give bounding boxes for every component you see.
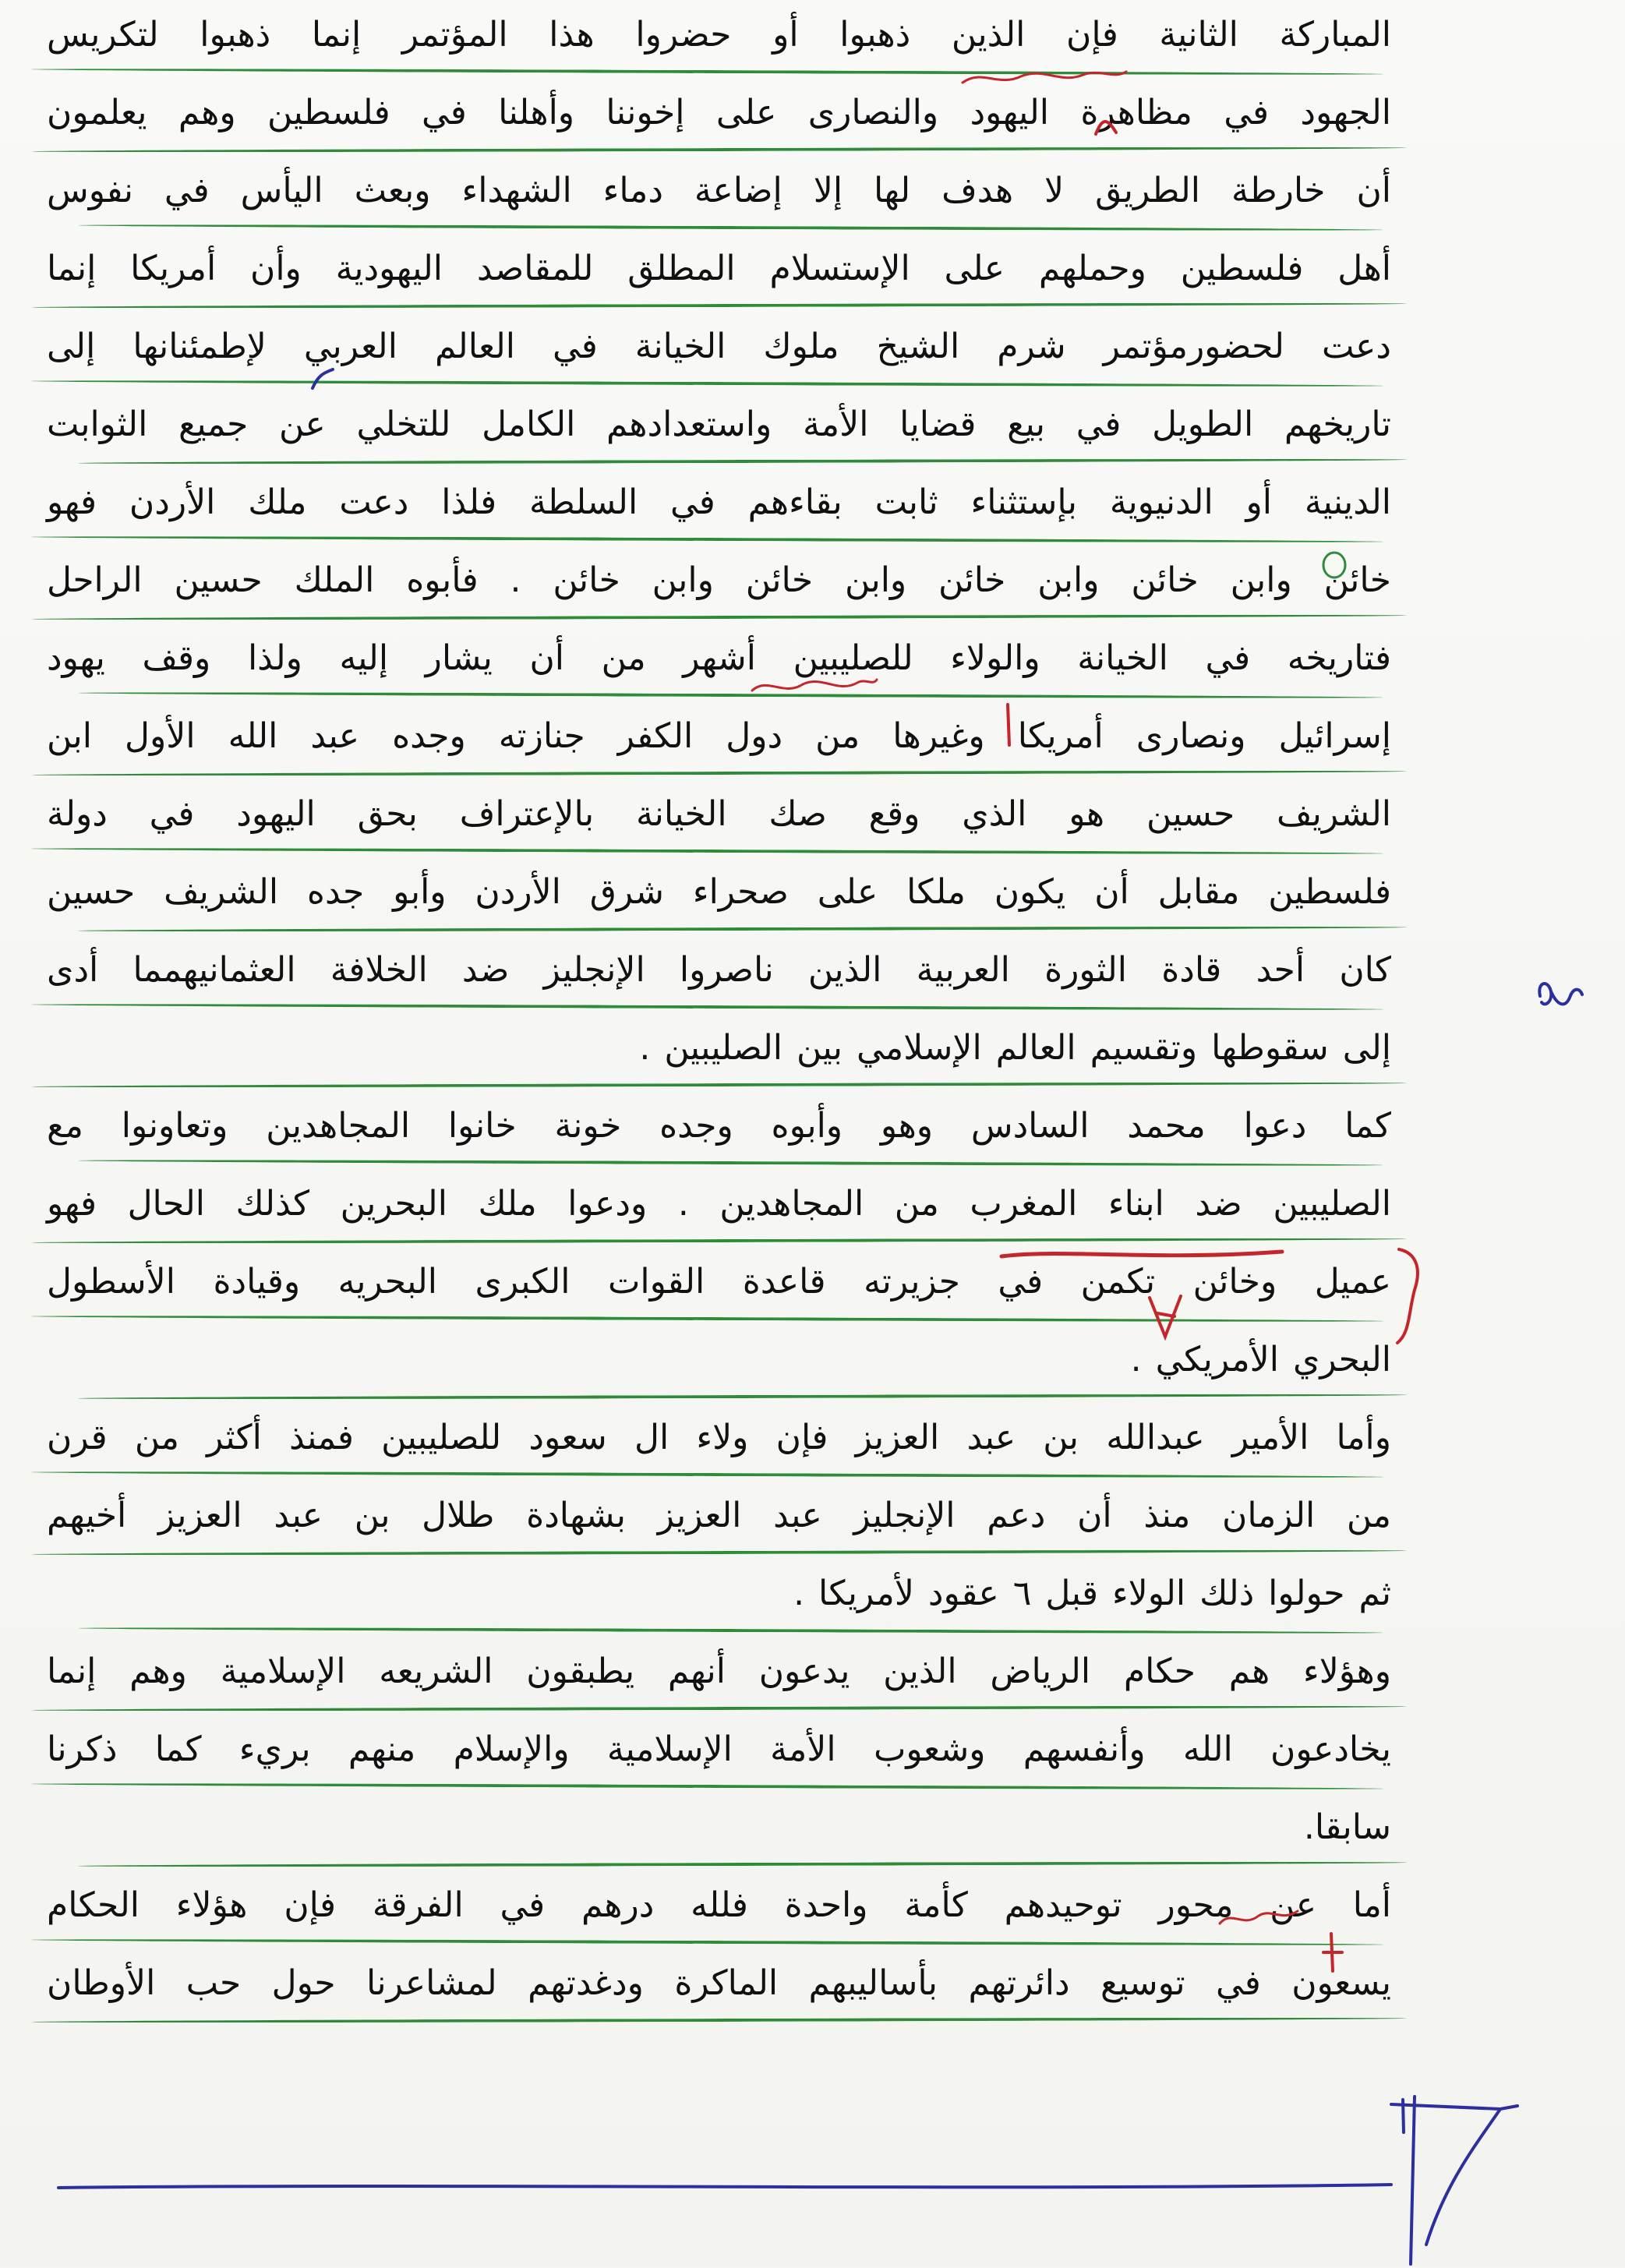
line-text: الصليبين ضد ابناء المغرب من المجاهدين . ودعوا ملك البحرين كذلك الحال فهو: [47, 1184, 1391, 1224]
text-line: [47, 0, 1391, 78]
line-text: يسعون في توسيع دائرتهم بأساليبهم الماكرة ودغدتهم لمشاعرنا حول حب الأوطان: [47, 1963, 1391, 2003]
text-line: [47, 857, 1391, 935]
green-underline-rule: [78, 458, 1407, 465]
green-underline-rule: [31, 147, 1407, 154]
text-line: [47, 546, 1391, 624]
line-text: إلى سقوطها وتقسيم العالم الإسلامي بين الصليبين .: [639, 1028, 1391, 1068]
margin-blue-scribble-icon: [1534, 974, 1588, 1013]
line-text: عميل وخائن تكمن في جزيرته قاعدة القوات الكبرى البحريه وقيادة الأسطول: [47, 1262, 1391, 1302]
text-line: [47, 1169, 1391, 1247]
text-line: [47, 1013, 1391, 1091]
green-underline-rule: [31, 1003, 1383, 1011]
green-underline-rule: [31, 1471, 1383, 1478]
red-handwritten-note-icon: [748, 670, 881, 701]
text-line: [47, 1715, 1391, 1793]
line-text: الدينية أو الدنيوية بإستثناء ثابت بقاءهم في السلطة فلذا دعت ملك الأردن فهو: [47, 482, 1391, 522]
text-line: [47, 624, 1391, 701]
pen-caret-mark-icon: [1142, 1290, 1189, 1344]
line-text: من الزمان منذ أن دعم الإنجليز عبد العزيز بشهادة طلال بن عبد العزيز أخيهم: [47, 1496, 1391, 1535]
green-underline-rule: [31, 1782, 1383, 1790]
text-line: [47, 1481, 1391, 1559]
line-text: يخادعون الله وأنفسهم وشعوب الأمة الإسلامية والإسلام منهم بريء كما ذكرنا: [47, 1729, 1391, 1769]
line-text: خائن وابن خائن وابن خائن وابن خائن وابن خائن . فأبوه الملك حسين الراحل: [47, 560, 1391, 600]
line-text: كان أحد قادة الثورة العربية الذين ناصروا الإنجليز ضد الخلافة العثمانيهمما أدى: [47, 950, 1391, 990]
red-underline-strike-icon: [998, 1241, 1286, 1264]
text-line: [47, 1559, 1391, 1637]
green-underline-rule: [31, 1549, 1407, 1556]
green-underline-rule: [78, 1627, 1383, 1634]
line-text: الشريف حسين هو الذي وقع صك الخيانة بالإعتراف بحق اليهود في دولة: [47, 794, 1391, 834]
text-line: [47, 935, 1391, 1013]
line-text: البحري الأمريكي .: [1130, 1340, 1391, 1380]
pen-caret-mark-icon: [1317, 1929, 1348, 1976]
text-line: [47, 1637, 1391, 1715]
text-line: [47, 1403, 1391, 1481]
line-text: أن خارطة الطريق لا هدف لها إلا إضاعة دماء الشهداء وبعث اليأس في نفوس: [47, 171, 1391, 210]
pen-caret-mark-icon: [1391, 2097, 1415, 2136]
green-underline-rule: [31, 1082, 1407, 1089]
line-text: تاريخهم الطويل في بيع قضايا الأمة واستعدادهم الكامل للتخلي عن جميع الثوابت: [47, 404, 1391, 444]
pen-caret-mark-icon: [308, 365, 339, 396]
green-underline-rule: [78, 1861, 1407, 1867]
green-underline-rule: [31, 68, 1383, 76]
green-underline-rule: [31, 614, 1407, 621]
document-body: [47, 0, 1391, 2026]
text-line: [47, 1793, 1391, 1871]
pen-caret-mark-icon: [1091, 111, 1122, 142]
red-handwritten-note-icon: [1216, 1902, 1302, 1933]
green-underline-rule: [78, 691, 1383, 699]
red-handwritten-note-icon: [959, 61, 1130, 92]
text-line: [47, 701, 1391, 779]
line-text: فتاريخه في الخيانة والولاء للصليبين أشهر من أن يشار إليه ولذا وقف يهود: [47, 638, 1391, 678]
green-underline-rule: [31, 847, 1383, 855]
text-line: [47, 1325, 1391, 1403]
text-line: [47, 390, 1391, 468]
line-text: وأما الأمير عبدالله بن عبد العزيز فإن ولاء ال سعود للصليبين فمنذ أكثر من قرن: [47, 1418, 1391, 1457]
green-underline-rule: [31, 1705, 1407, 1712]
line-text: إسرائيل ونصارى أمريكا وغيرها من دول الكفر جنازته وجده عبد الله الأول ابن: [47, 716, 1391, 756]
line-text: كما دعوا محمد السادس وهو وأبوه وجده خونة خانوا المجاهدين وتعاونوا مع: [47, 1106, 1391, 1146]
green-underline-rule: [31, 1938, 1383, 1946]
green-underline-rule: [78, 224, 1383, 231]
text-line: [47, 312, 1391, 390]
green-underline-rule: [31, 2017, 1407, 2024]
line-text: وهؤلاء هم حكام الرياض الذين يدعون أنهم يطبقون الشريعه الإسلامية وهم إنما: [47, 1652, 1391, 1691]
text-line: [47, 1871, 1391, 1948]
green-underline-rule: [31, 535, 1383, 543]
line-text: المباركة الثانية فإن الذين ذهبوا أو حضروا هذا المؤتمر إنما ذهبوا لتكريس: [47, 15, 1391, 55]
text-line: [47, 234, 1391, 312]
green-underline-rule: [31, 770, 1407, 777]
line-text: أما عن محور توحيدهم كأمة واحدة فلله درهم في الفرقة فإن هؤلاء الحكام: [47, 1885, 1391, 1925]
text-line: [47, 1948, 1391, 2026]
green-underline-rule: [78, 926, 1407, 932]
text-line: [47, 468, 1391, 546]
line-text: فلسطين مقابل أن يكون ملكا على صحراء شرق الأردن وأبو جده الشريف حسين: [47, 872, 1391, 912]
green-underline-rule: [31, 380, 1383, 387]
text-line: [47, 1091, 1391, 1169]
margin-red-bracket-icon: [1391, 1243, 1438, 1348]
line-text: ثم حولوا ذلك الولاء قبل ٦ عقود لأمريكا .: [793, 1574, 1391, 1613]
pen-circle-mark-icon: [1319, 549, 1350, 581]
text-line: [47, 156, 1391, 234]
pen-caret-mark-icon: [1001, 701, 1017, 748]
line-text: دعت لحضورمؤتمر شرم الشيخ ملوك الخيانة في العالم العربي لإطمئنانها إلى: [47, 327, 1391, 366]
green-underline-rule: [78, 1394, 1407, 1400]
green-underline-rule: [31, 302, 1407, 309]
line-text: سابقا.: [1303, 1807, 1391, 1847]
blue-underline-icon: [55, 2178, 1395, 2194]
text-line: [47, 779, 1391, 857]
line-text: أهل فلسطين وحملهم على الإستسلام المطلق للمقاصد اليهودية وأن أمريكا إنما: [47, 249, 1391, 288]
green-underline-rule: [78, 1159, 1383, 1167]
text-line: [47, 78, 1391, 156]
line-text: الجهود في مظاهرة اليهود والنصارى على إخوننا وأهلنا في فلسطين وهم يعلمون: [47, 93, 1391, 132]
